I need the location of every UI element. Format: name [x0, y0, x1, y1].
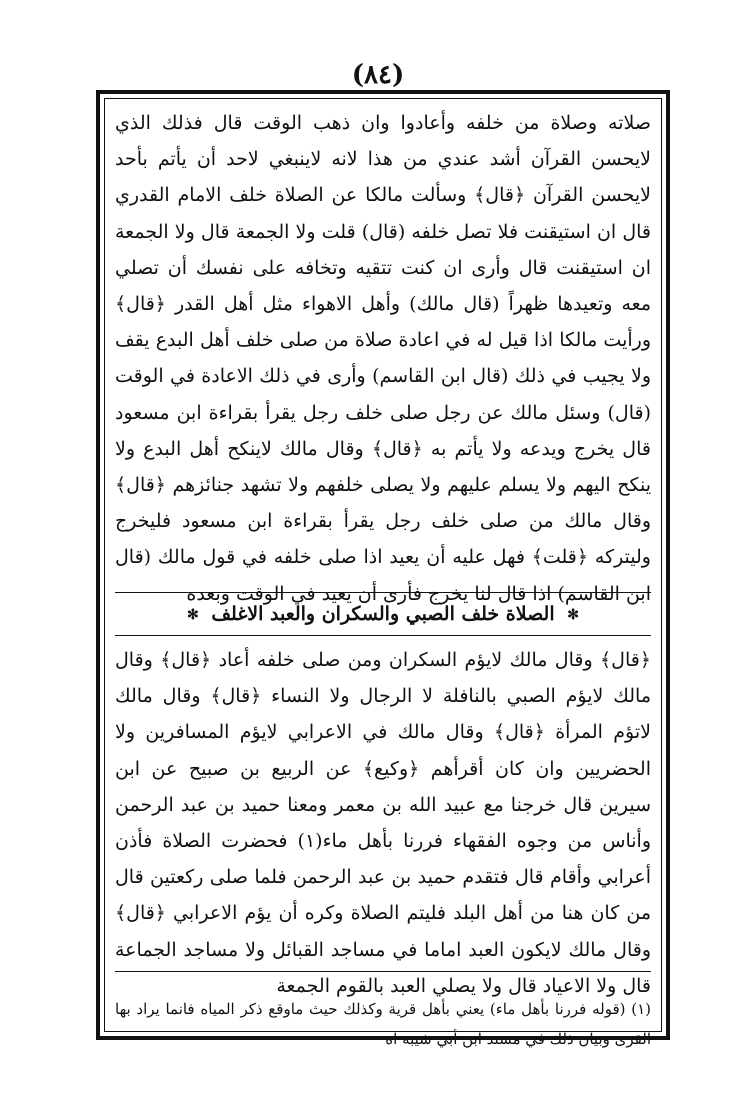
section-divider-top	[115, 592, 651, 593]
main-paragraph-1: صلاته وصلاة من خلفه وأعادوا وان ذهب الوقت قال فذلك الذي لايحسن القرآن أشد عندي من هذا لانه لاينبغي لاحد أن يأتم بأحد لايحسن القرآن ﴿قال﴾ وسألت مالكا عن الصلاة خلف الامام القدري قال ان استيقنت فلا تصل خلفه (قال) قلت ولا الجمعة قال ولا الجمعة ان استيقنت قال وأرى ان كنت تتقيه وتخافه على نفسك أن تصلي معه وتعيدها ظهراً (قال مالك) وأهل الاهواء مثل أهل القدر ﴿قال﴾ ورأيت مالكا اذا قيل له في اعادة صلاة من صلى خلف أهل البدع يقف ولا يجيب في ذلك (قال ابن القاسم) وأرى في ذلك الاعادة في الوقت (قال) وسئل مالك عن رجل صلى خلف رجل يقرأ بقراءة ابن مسعود قال يخرج ويدعه ولا يأتم به ﴿قال﴾ وقال مالك لاينكح أهل البدع ولا ينكح اليهم ولا يسلم عليهم ولا يصلى خلفهم ولا تشهد جنائزهم ﴿قال﴾ وقال مالك من صلى خلف رجل يقرأ بقراءة ابن مسعود فليخرج وليتركه ﴿قلت﴾ فهل عليه أن يعيد اذا صلى خلفه في قول مالك (قال ابن القاسم) اذا قال لنا يخرج فأرى أن يعيد في الوقت وبعده	[115, 112, 651, 605]
ornament-left-icon: ✻	[187, 607, 199, 623]
page-content	[115, 105, 651, 1048]
page-number: (٨٤)	[351, 60, 405, 90]
section-heading-text: الصلاة خلف الصبي والسكران والعبد الاغلف	[211, 603, 555, 625]
main-paragraph-2: ﴿قال﴾ وقال مالك لايؤم السكران ومن صلى خلفه أعاد ﴿قال﴾ وقال مالك لايؤم الصبي بالنافلة لا الرجال ولا النساء ﴿قال﴾ وقال مالك لاتؤم المرأة ﴿قال﴾ وقال مالك في الاعرابي لايؤم المسافرين ولا الحضريين وان كان أقرأهم ﴿وكيع﴾ عن الربيع بن صبيح عن ابن سيرين قال خرجنا مع عبيد الله بن معمر ومعنا حميد بن عبد الرحمن وأناس من وجوه الفقهاء فررنا بأهل ماء(١) فحضرت الصلاة فأذن أعرابي وأقام قال فتقدم حميد بن عبد الرحمن فلما صلى ركعتين قال من كان هنا من أهل البلد فليتم الصلاة وكره أن يؤم الاعرابي ﴿قال﴾ وقال مالك لايكون العبد اماما في مساجد القبائل ولا مساجد الجماعة قال ولا الاعياد قال ولا يصلي العبد بالقوم الجمعة	[115, 649, 651, 997]
page-frame-inner-border	[104, 98, 662, 1048]
section-divider-bottom	[115, 635, 651, 636]
section-heading	[115, 599, 651, 630]
page-frame	[96, 90, 670, 1048]
footnote: (١) (قوله فررنا بأهل ماء) يعني بأهل قرية وكذلك حيث ماوقع ذكر المياه فانما يراد بها القرى وبيان ذلك في مسند ابن أبي شيبة اه	[115, 1000, 651, 1048]
ornament-right-icon: ✻	[567, 607, 579, 623]
footnote-divider	[115, 971, 651, 972]
